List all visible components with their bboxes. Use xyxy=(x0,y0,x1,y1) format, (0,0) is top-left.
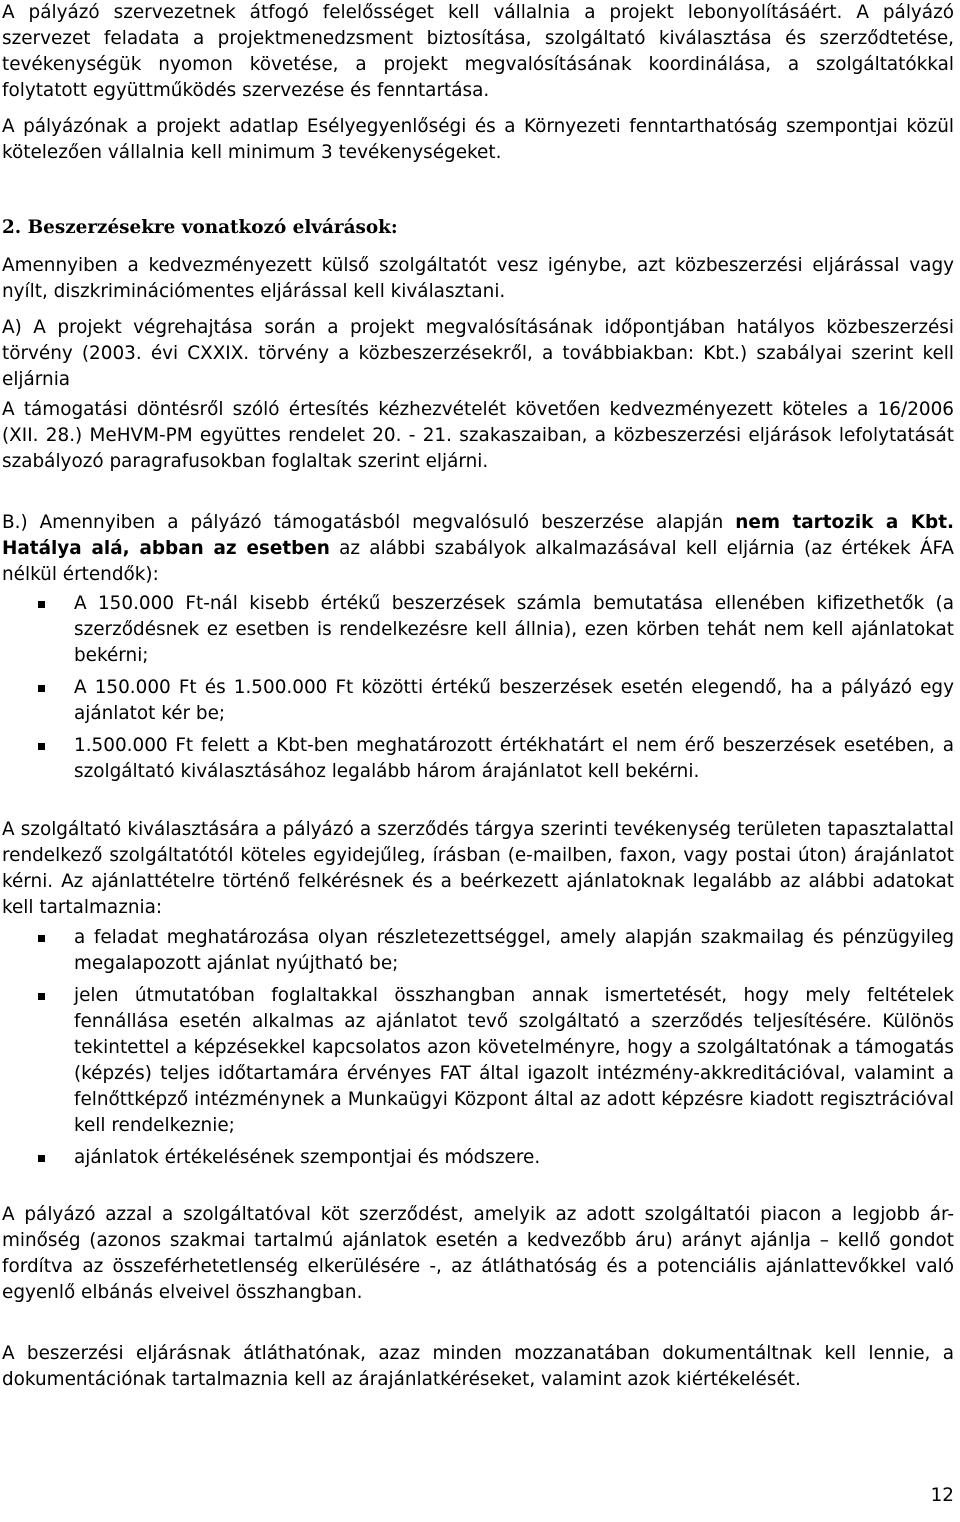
list-item xyxy=(0,1145,954,1171)
list-item-text: a feladat meghatározása olyan részletezettséggel, amely alapján szakmailag és pénzügyileg megalapozott ajánlat nyújtható be; xyxy=(74,927,954,974)
list-item xyxy=(0,983,954,1139)
paragraph-b-text-1: B.) Amennyiben a pályázó támogatásból megvalósuló beszerzése alapján xyxy=(2,512,736,533)
list-item xyxy=(0,733,954,785)
list-item-text: 1.500.000 Ft felett a Kbt-ben meghatározott értékhatárt el nem érő beszerzések esetében, a szolgáltató kiválasztásához legalább három árajánlatot kell bekérni. xyxy=(74,735,954,782)
section-paragraph-4: A pályázó azzal a szolgáltatóval köt szerződést, amelyik az adott szolgáltatói piacon a legjobb ár-minőség (azonos szakmai tartalmú ajánlatok esetén a kedvezőbb áru) arányt ajánlja – kellő gondot fordítva az összeférhetetlenség elkerülésére -, az átláthatóság és a potenciális ajánlattevőkkel való egyenlő elbánás elveivel összhangban. xyxy=(2,1204,954,1303)
section-paragraph-a2: A támogatási döntésről szóló értesítés kézhezvételét követően kedvezményezett köteles a 16/2006 (XII. 28.) MeHVM-PM együttes rendelet 20. - 21. szakaszaiban, a közbeszerzési eljárások lefolytatását szabályozó paragrafusokban foglaltak szerint eljárni. xyxy=(2,399,954,472)
page-number: 12 xyxy=(930,1485,954,1506)
list-item-text: A 150.000 Ft-nál kisebb értékű beszerzések számla bemutatása ellenében kifizethetők (a szerződésnek ez esetben is rendelkezésre kell állnia), ezen körben tehát nem kell ajánlatokat bekérni; xyxy=(74,593,954,666)
square-bullet-icon xyxy=(38,993,45,1000)
list-item xyxy=(0,591,954,669)
bullet-list-1 xyxy=(0,591,954,785)
list-item xyxy=(0,925,954,977)
square-bullet-icon xyxy=(38,601,45,608)
intro-paragraph-2: A pályázónak a projekt adatlap Esélyegyenlőségi és a Környezeti fenntarthatóság szempontjai közül kötelezően vállalnia kell minimum 3 tevékenységeket. xyxy=(2,116,954,163)
list-item xyxy=(0,675,954,727)
list-item-text: jelen útmutatóban foglaltakkal összhangban annak ismertetését, hogy mely feltételek fennállása esetén alkalmas az ajánlatot tevő szolgáltató a szerződés teljesítésére. Különös tekintettel a képzésekkel kapcsolatos azon követelményre, hogy a szolgáltatónak a támogatás (képzés) teljes időtartamára érvényes FAT által igazolt intézmény-akkreditációval, valamint a felnőttképző intézménynek a Munkaügyi Központ által az adott képzésre kiadott regisztrációval kell rendelkeznie; xyxy=(74,985,954,1136)
section-paragraph-b xyxy=(2,510,954,588)
list-item-text: A 150.000 Ft és 1.500.000 Ft közötti értékű beszerzések esetén elegendő, ha a pályázó egy ajánlatot kér be; xyxy=(74,677,954,724)
section-paragraph-3: A szolgáltató kiválasztására a pályázó a szerződés tárgya szerinti tevékenység területen tapasztalattal rendelkező szolgáltatótól köteles egyidejűleg, írásban (e-mailben, faxon, vagy postai úton) árajánlatot kérni. Az ajánlattételre történő felkérésnek és a beérkezett ajánlatoknak legalább az alábbi adatokat kell tartalmaznia: xyxy=(2,819,954,918)
square-bullet-icon xyxy=(38,1155,45,1162)
square-bullet-icon xyxy=(38,685,45,692)
square-bullet-icon xyxy=(38,935,45,942)
section-heading: 2. Beszerzésekre vonatkozó elvárások: xyxy=(2,217,398,238)
list-item-text: ajánlatok értékelésének szempontjai és módszere. xyxy=(74,1147,541,1168)
square-bullet-icon xyxy=(38,743,45,750)
intro-paragraph-1: A pályázó szervezetnek átfogó felelősséget kell vállalnia a projekt lebonyolításáért. A pályázó szervezet feladata a projektmenedzsment biztosítása, szolgáltató kiválasztása és szerződtetése, tevékenységük nyomon követése, a projekt megvalósításának koordinálása, a szolgáltatókkal folytatott együttműködés szervezése és fenntartása. xyxy=(2,2,954,101)
paragraph-b-text-2: az alábbi szabályok alkalmazásával kell eljárnia (az értékek ÁFA nélkül értendők): xyxy=(2,538,954,585)
paragraph-b-bold: nem tartozik a Kbt. Hatálya alá, abban az esetben xyxy=(2,512,954,559)
section-paragraph-5: A beszerzési eljárásnak átláthatónak, azaz minden mozzanatában dokumentáltnak kell lennie, a dokumentációnak tartalmaznia kell az árajánlatkéréseket, valamint azok kiértékelését. xyxy=(2,1343,954,1390)
section-paragraph-a1: A) A projekt végrehajtása során a projekt megvalósításának időpontjában hatályos közbeszerzési törvény (2003. évi CXXIX. törvény a közbeszerzésekről, a továbbiakban: Kbt.) szabályai szerint kell eljárnia xyxy=(2,317,954,390)
section-paragraph-1: Amennyiben a kedvezményezett külső szolgáltatót vesz igénybe, azt közbeszerzési eljárással vagy nyílt, diszkriminációmentes eljárással kell kiválasztani. xyxy=(2,255,954,302)
bullet-list-2 xyxy=(0,925,954,1171)
